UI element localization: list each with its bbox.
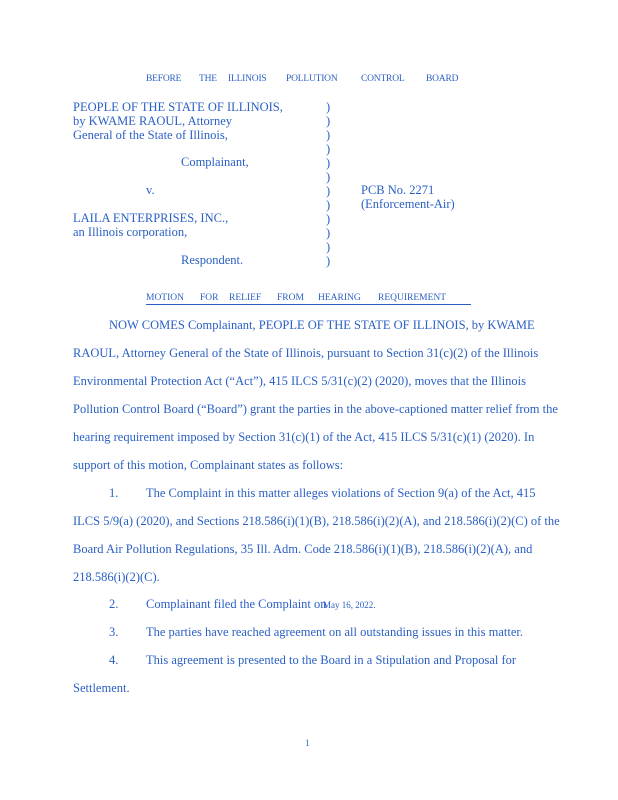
header-word: BEFORE [146, 74, 182, 84]
item-line: The parties have reached agreement on all outstanding issues in this matter. [146, 625, 523, 639]
paren: ) [326, 226, 331, 240]
item-number: 1. [109, 486, 119, 500]
paren: ) [326, 142, 331, 156]
plaintiff-line: General of the State of Illinois, [73, 128, 228, 142]
item-number: 4. [109, 653, 119, 667]
item-line: Settlement. [73, 681, 130, 695]
item-line: Board Air Pollution Regulations, 35 Ill. Adm. Code 218.586(i)(1)(B), 218.586(i)(2)(A), and [73, 542, 533, 556]
paren: ) [326, 212, 331, 226]
paren: ) [326, 184, 331, 198]
title-word: FOR [200, 293, 219, 303]
plaintiff-line: by KWAME RAOUL, Attorney [73, 114, 233, 128]
header-word: CONTROL [361, 74, 405, 84]
item-line: The Complaint in this matter alleges violations of Section 9(a) of the Act, 415 [146, 486, 536, 500]
case-number: PCB No. 2271 [361, 183, 435, 197]
paren: ) [326, 114, 331, 128]
item-line: This agreement is presented to the Board in a Stipulation and Proposal for [146, 653, 517, 667]
intro-line: support of this motion, Complainant states as follows: [73, 458, 344, 472]
header-word: ILLINOIS [228, 74, 267, 84]
item-line: Complainant filed the Complaint on [146, 597, 327, 611]
title-word: RELIEF [229, 293, 262, 303]
paren: ) [326, 128, 331, 142]
paren: ) [326, 156, 331, 170]
case-type: (Enforcement-Air) [361, 197, 455, 211]
item-line: ILCS 5/9(a) (2020), and Sections 218.586(i)(1)(B), 218.586(i)(2)(A), and 218.586(i)(2)(C) of the [73, 514, 560, 528]
header-word: POLLUTION [286, 74, 338, 84]
versus-label: v. [146, 183, 155, 197]
paren: ) [326, 254, 331, 268]
page-number: 1 [305, 738, 310, 748]
intro-line: Environmental Protection Act (“Act”), 415 ILCS 5/31(c)(2) (2020), moves that the Illinois [73, 374, 527, 388]
item-line: 218.586(i)(2)(C). [73, 570, 160, 584]
item-number: 3. [109, 625, 119, 639]
title-word: REQUIREMENT [378, 293, 447, 303]
header-word: THE [199, 74, 217, 84]
plaintiff-line: PEOPLE OF THE STATE OF ILLINOIS, [73, 100, 283, 114]
item-number: 2. [109, 597, 119, 611]
respondent-label: Respondent. [181, 253, 244, 267]
intro-line: hearing requirement imposed by Section 31(c)(1) of the Act, 415 ILCS 5/31(c)(1) (2020). In [73, 430, 535, 444]
title-word: FROM [277, 293, 304, 303]
complainant-label: Complainant, [181, 155, 249, 169]
title-underline [146, 304, 471, 305]
paren: ) [326, 170, 331, 184]
intro-line: Pollution Control Board (“Board”) grant the parties in the above-captioned matter relief from the [73, 402, 558, 416]
filing-date: May 16, 2022. [323, 600, 376, 610]
defendant-line: LAILA ENTERPRISES, INC., [73, 211, 229, 225]
paren: ) [326, 100, 331, 114]
title-word: MOTION [146, 293, 184, 303]
header-word: BOARD [426, 74, 459, 84]
intro-line: RAOUL, Attorney General of the State of Illinois, pursuant to Section 31(c)(2) of the Illinois [73, 346, 539, 360]
paren: ) [326, 198, 331, 212]
intro-line: NOW COMES Complainant, PEOPLE OF THE STATE OF ILLINOIS, by KWAME [109, 318, 535, 332]
defendant-line: an Illinois corporation, [73, 225, 188, 239]
paren: ) [326, 240, 331, 254]
title-word: HEARING [318, 293, 361, 303]
